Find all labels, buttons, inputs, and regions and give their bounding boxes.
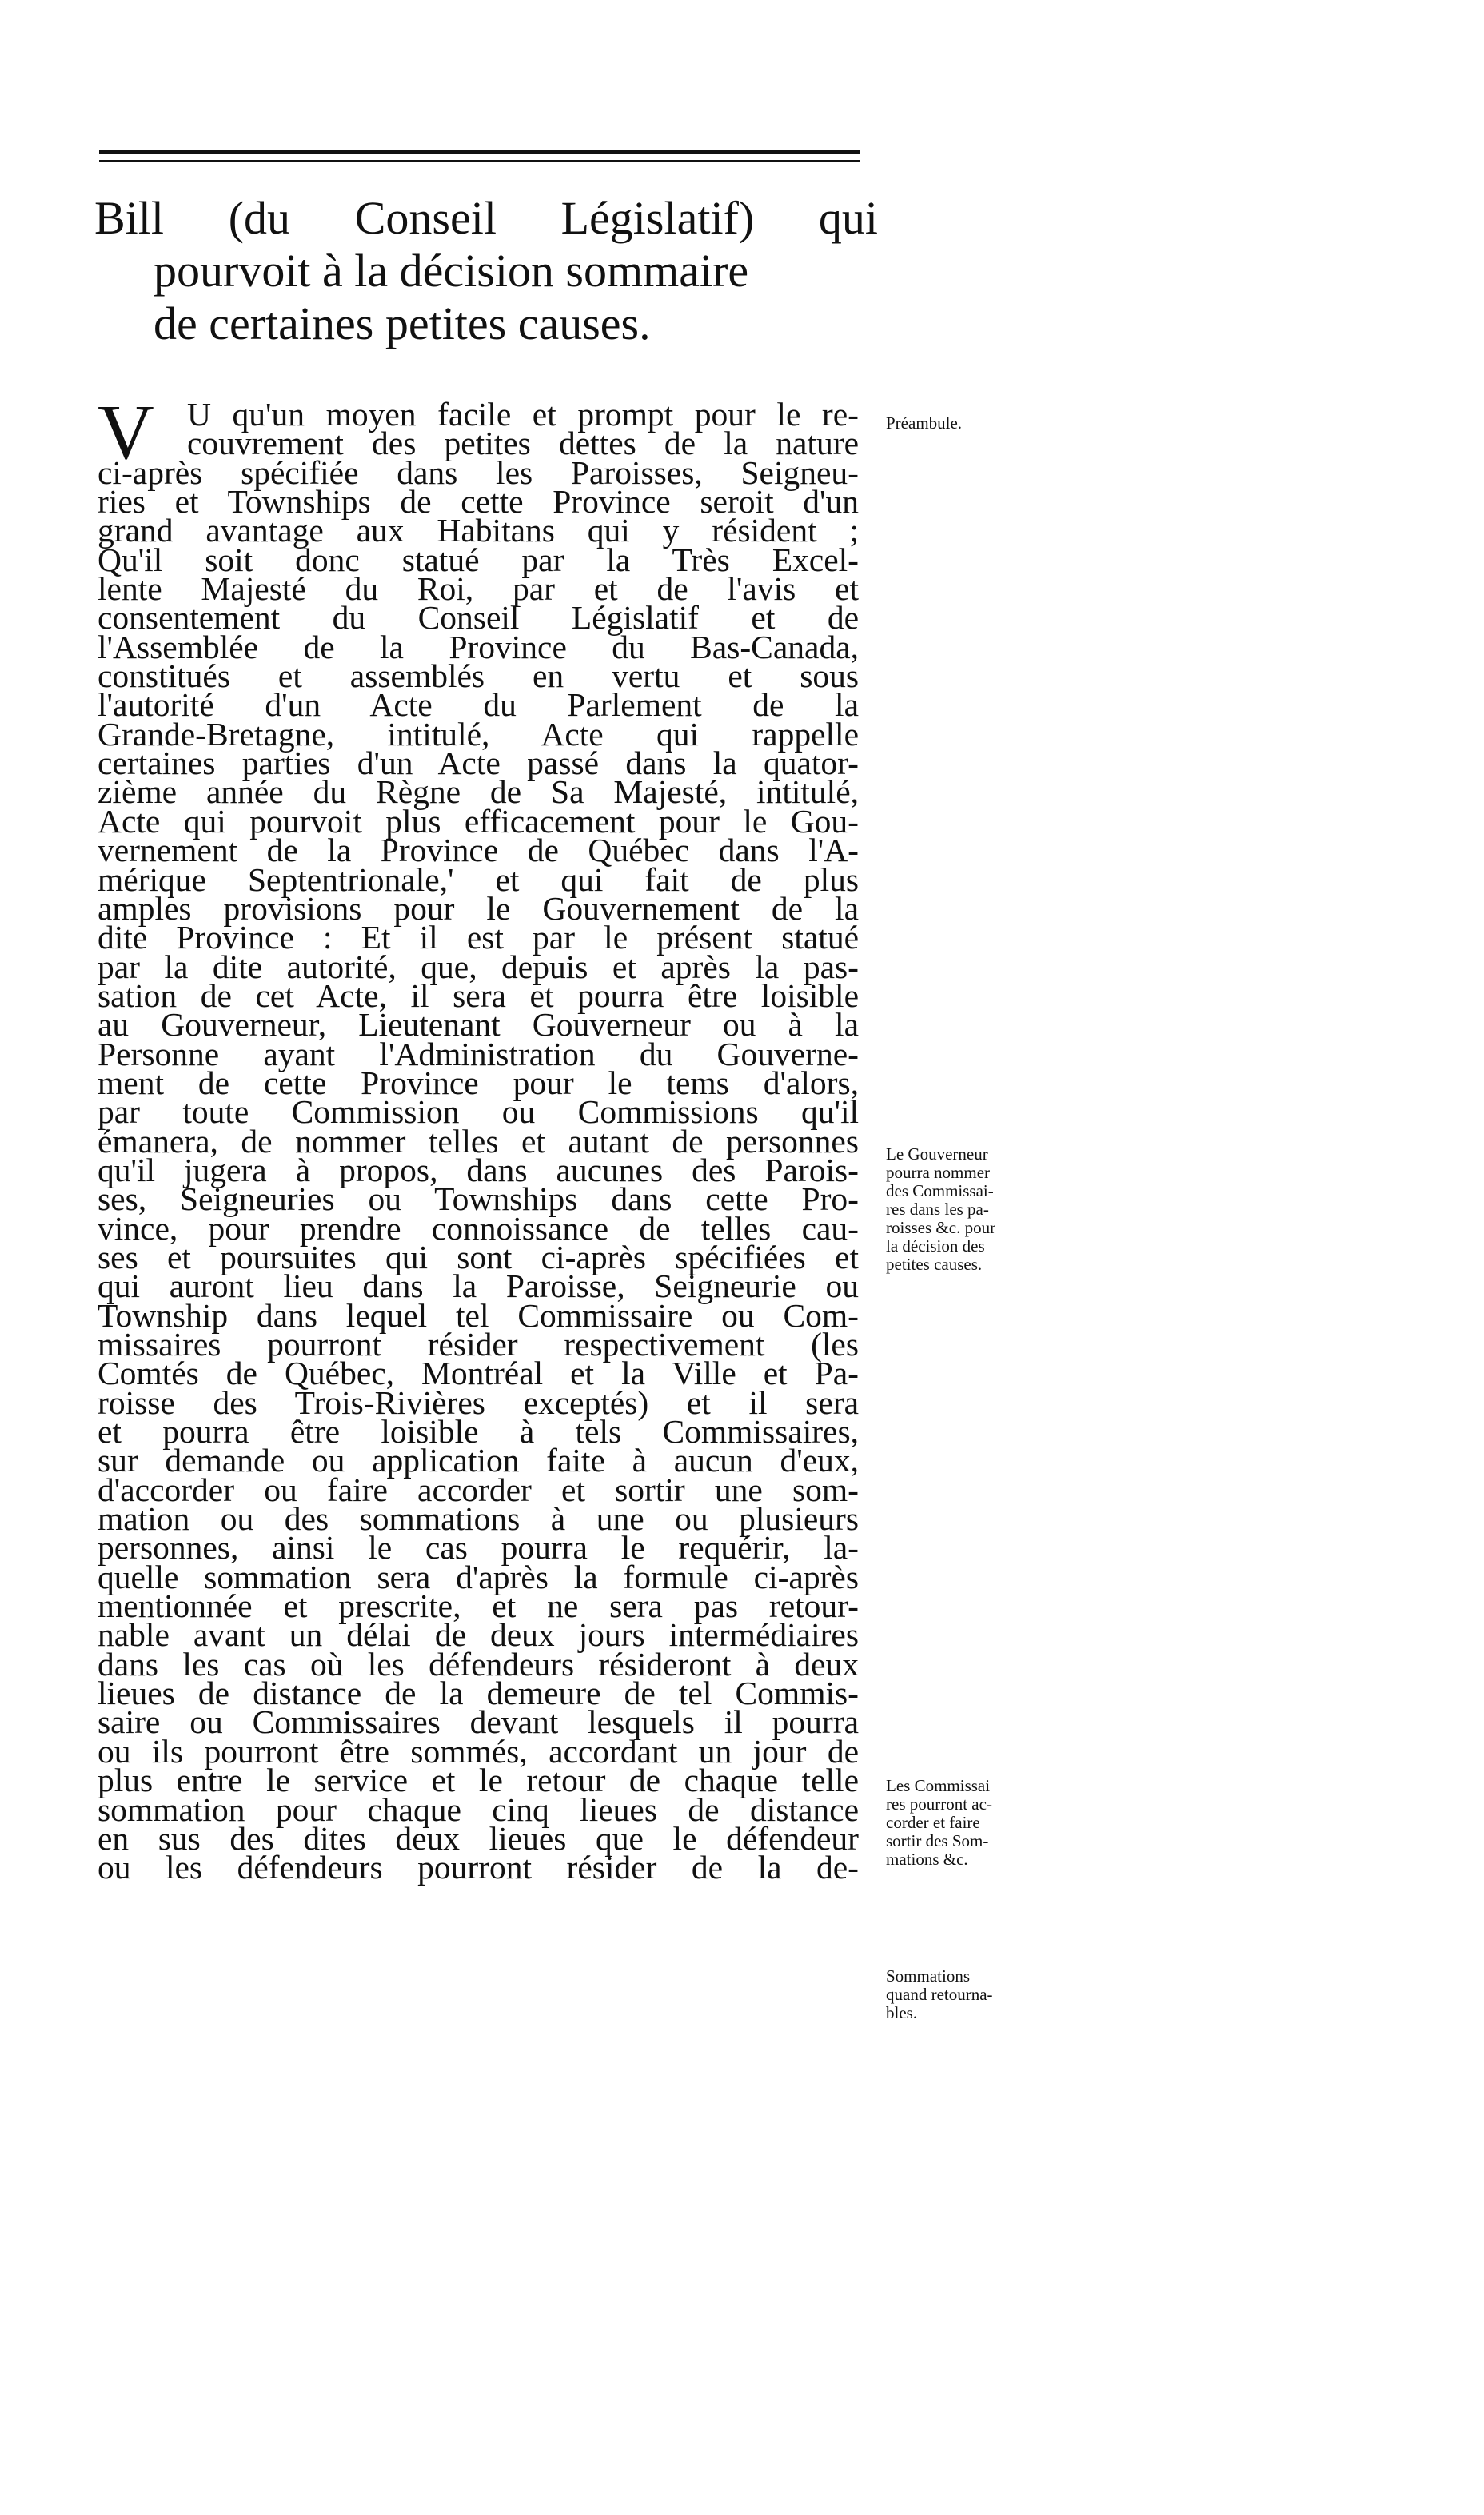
margin-note-line: Les Commissai bbox=[886, 1776, 991, 1795]
margin-note-line: res dans les pa- bbox=[886, 1200, 989, 1219]
title-line-2: pourvoit à la décision sommaire bbox=[154, 245, 749, 297]
body-line: l'Assemblée de la Province du Bas-Canada, bbox=[98, 628, 859, 665]
margin-note-line: Le Gouverneur bbox=[886, 1144, 988, 1164]
margin-note-line: Préambule. bbox=[886, 413, 963, 433]
body-line: constitués et assemblés en vertu et sous bbox=[98, 657, 859, 695]
body-line: personnes, ainsi le cas pourra le requérir, la- bbox=[98, 1529, 859, 1567]
margin-note-line: petites causes. bbox=[886, 1255, 983, 1274]
body-line: sur demande ou application faite à aucun d'eux, bbox=[98, 1442, 859, 1479]
body-line: zième année du Règne de Sa Majesté, intitulé, bbox=[98, 773, 859, 811]
body-line: d'accorder ou faire accorder et sortir une som- bbox=[98, 1471, 859, 1508]
body-line: qu'il jugera à propos, dans aucunes des Parois- bbox=[98, 1151, 859, 1188]
body-line: U qu'un moyen facile et prompt pour le re- bbox=[187, 396, 859, 433]
body-line: ses et poursuites qui sont ci-après spécifiées et bbox=[98, 1238, 859, 1275]
margin-note-line: roisses &c. pour bbox=[886, 1218, 996, 1237]
body-line: et pourra être loisible à tels Commissaires, bbox=[98, 1413, 859, 1451]
body-line: lente Majesté du Roi, par et de l'avis et bbox=[98, 570, 859, 608]
body-line: par la dite autorité, que, depuis et après la pas- bbox=[98, 948, 859, 985]
body-line: missaires pourront résider respectivement (les bbox=[98, 1326, 859, 1363]
body-line: consentement du Conseil Législatif et de bbox=[98, 599, 859, 637]
body-line: Comtés de Québec, Montréal et la Ville et Pa- bbox=[98, 1355, 859, 1392]
margin-note-line: res pourront ac- bbox=[886, 1794, 992, 1814]
body-line: mérique Septentrionale,' et qui fait de plus bbox=[98, 860, 859, 898]
margin-note-line: quand retourna- bbox=[886, 1985, 993, 2004]
body-line: au Gouverneur, Lieutenant Gouverneur ou à la bbox=[98, 1006, 859, 1044]
body-line: ment de cette Province pour le tems d'alors, bbox=[98, 1064, 859, 1101]
margin-note-line: mations &c. bbox=[886, 1850, 968, 1869]
margin-note-line: sortir des Som- bbox=[886, 1831, 989, 1850]
margin-note-line: bles. bbox=[886, 2003, 918, 2022]
margin-note-line: pourra nommer bbox=[886, 1163, 991, 1182]
body-line: en sus des dites deux lieues que le défendeur bbox=[98, 1819, 859, 1857]
body-line: vince, pour prendre connoissance de telles cau- bbox=[98, 1209, 859, 1247]
body-line: dans les cas où les défendeurs résideront à deux bbox=[98, 1645, 859, 1683]
margin-note-line: corder et faire bbox=[886, 1813, 980, 1832]
body-line: mation ou des sommations à une ou plusieurs bbox=[98, 1500, 859, 1538]
body-line: Personne ayant l'Administration du Gouverne- bbox=[98, 1035, 859, 1072]
body-line: émanera, de nommer telles et autant de personnes bbox=[98, 1122, 859, 1160]
margin-note-commissaires bbox=[886, 1777, 1078, 1869]
body-line: mentionnée et prescrite, et ne sera pas retour- bbox=[98, 1587, 859, 1625]
body-line: Grande-Bretagne, intitulé, Acte qui rappelle bbox=[98, 715, 859, 753]
margin-note-preamble bbox=[886, 414, 1078, 433]
body-line: plus entre le service et le retour de chaque telle bbox=[98, 1762, 859, 1799]
body-line: quelle sommation sera d'après la formule ci-après bbox=[98, 1558, 859, 1595]
body-line: l'autorité d'un Acte du Parlement de la bbox=[98, 686, 859, 724]
body-line: dite Province : Et il est par le présent statué bbox=[98, 919, 859, 956]
body-line: couvrement des petites dettes de la nature bbox=[187, 425, 859, 462]
top-rule-thin bbox=[99, 160, 860, 162]
body-line: ou les défendeurs pourront résider de la de- bbox=[98, 1849, 859, 1886]
margin-note-line: Sommations bbox=[886, 1966, 971, 1986]
drop-cap: V bbox=[98, 389, 154, 476]
body-line: certaines parties d'un Acte passé dans la quator- bbox=[98, 745, 859, 782]
body-line: amples provisions pour le Gouvernement de la bbox=[98, 889, 859, 927]
body-line: grand avantage aux Habitans qui y résident ; bbox=[98, 512, 859, 549]
margin-note-line: des Commissai- bbox=[886, 1181, 994, 1200]
body-line: lieues de distance de la demeure de tel Commis- bbox=[98, 1675, 859, 1712]
body-line: nable avant un délai de deux jours intermédiaires bbox=[98, 1616, 859, 1654]
body-line: Township dans lequel tel Commissaire ou Com- bbox=[98, 1296, 859, 1334]
title-line-1: Bill (du Conseil Législatif) qui bbox=[94, 192, 878, 244]
body-text bbox=[98, 396, 859, 1886]
body-line: Qu'il soit donc statué par la Très Excel- bbox=[98, 541, 859, 578]
body-line: Acte qui pourvoit plus efficacement pour le Gou- bbox=[98, 802, 859, 840]
margin-note-line: la décision des bbox=[886, 1236, 985, 1256]
body-line: roisse des Trois-Rivières exceptés) et il sera bbox=[98, 1383, 859, 1421]
body-line: sommation pour chaque cinq lieues de distance bbox=[98, 1790, 859, 1828]
body-line: ou ils pourront être sommés, accordant un jour de bbox=[98, 1732, 859, 1770]
body-line: vernement de la Province de Québec dans l'A- bbox=[98, 832, 859, 869]
title-line-3: de certaines petites causes. bbox=[154, 297, 651, 349]
body-line: ses, Seigneuries ou Townships dans cette Pro- bbox=[98, 1180, 859, 1218]
bill-title bbox=[94, 192, 878, 350]
margin-note-gouverneur bbox=[886, 1145, 1078, 1274]
body-line: par toute Commission ou Commissions qu'il bbox=[98, 1093, 859, 1131]
body-line: saire ou Commissaires devant lesquels il pourra bbox=[98, 1703, 859, 1741]
margin-note-sommations bbox=[886, 1967, 1078, 2022]
body-line: sation de cet Acte, il sera et pourra être loisible bbox=[98, 976, 859, 1014]
body-line: ci-après spécifiée dans les Paroisses, Seigneu- bbox=[98, 453, 859, 491]
body-line: qui auront lieu dans la Paroisse, Seigneurie ou bbox=[98, 1267, 859, 1305]
body-line: ries et Townships de cette Province seroit d'un bbox=[98, 483, 859, 521]
top-rule bbox=[99, 150, 860, 154]
